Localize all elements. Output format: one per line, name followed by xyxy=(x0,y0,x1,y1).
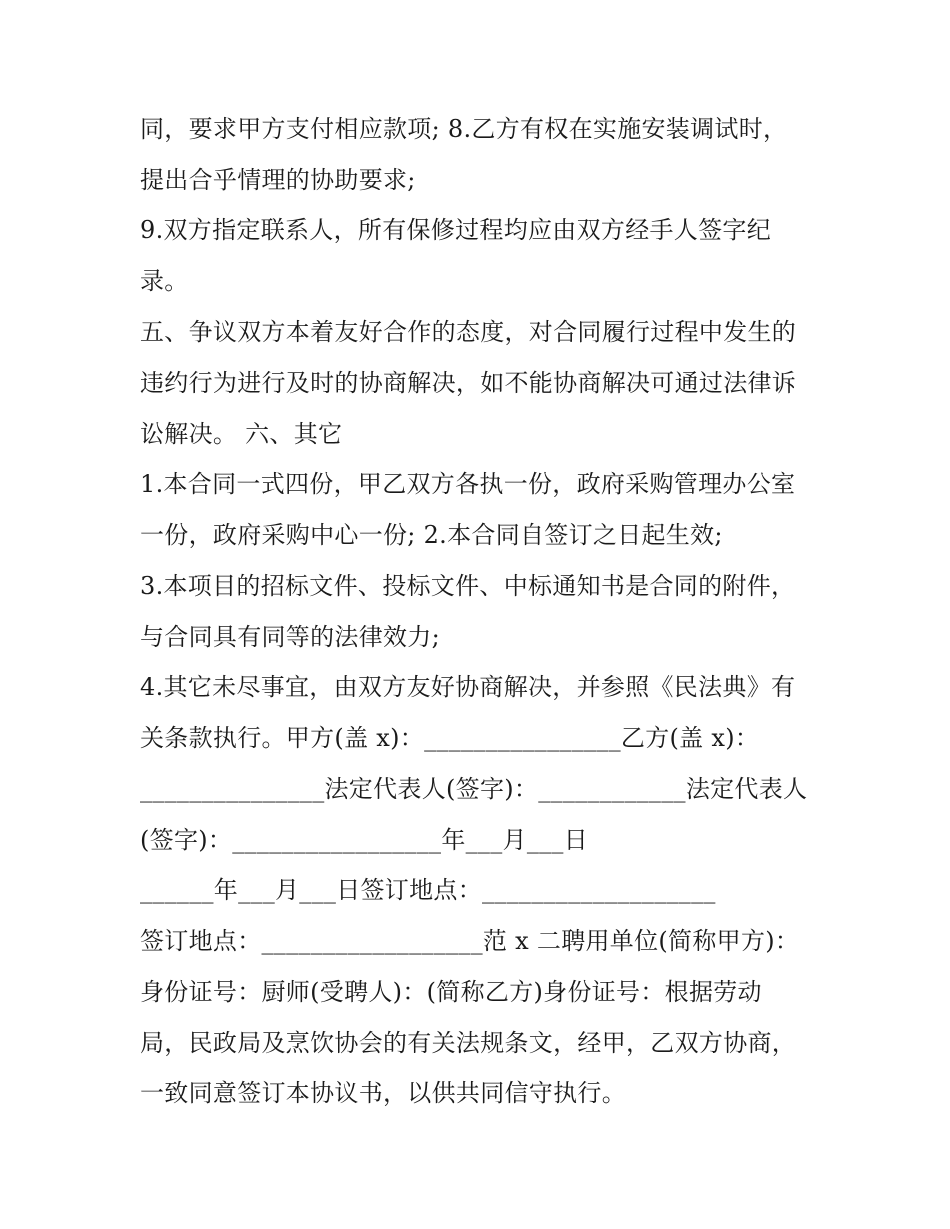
text-line: 讼解决。 六、其它 xyxy=(140,420,343,448)
text-line: 违约行为进行及时的协商解决，如不能协商解决可通过法律诉 xyxy=(140,369,797,397)
text-line: 4.其它未尽事宜，由双方友好协商解决，并参照《民法典》有 xyxy=(140,673,796,701)
text-line: 一份，政府采购中心一份; 2.本合同自签订之日起生效; xyxy=(140,521,723,549)
text-line: 与合同具有同等的法律效力; xyxy=(140,623,440,651)
text-line: 3.本项目的招标文件、投标文件、中标通知书是合同的附件， xyxy=(140,572,796,600)
text-line: (签字)：_________________年___月___日 xyxy=(140,826,589,854)
text-line: 1.本合同一式四份，甲乙双方各执一份，政府采购管理办公室 xyxy=(140,470,796,498)
text-line: 提出合乎情理的协助要求; xyxy=(140,166,416,194)
text-line: 五、争议双方本着友好合作的态度，对合同履行过程中发生的 xyxy=(140,318,797,346)
text-line: 一致同意签订本协议书，以供共同信守执行。 xyxy=(140,1079,626,1107)
text-line: 身份证号：厨师(受聘人)：(简称乙方)身份证号：根据劳动 xyxy=(140,978,762,1006)
text-line: 同，要求甲方支付相应款项; 8.乙方有权在实施安装调试时， xyxy=(140,115,788,143)
text-line: 签订地点：__________________范 x 二聘用单位(简称甲方)： xyxy=(140,927,800,955)
text-line: 9.双方指定联系人，所有保修过程均应由双方经手人签字纪 xyxy=(140,216,771,244)
text-line: 录。 xyxy=(140,267,189,295)
text-line: ______年___月___日签订地点：___________________ xyxy=(140,876,716,904)
text-line: _______________法定代表人(签字)：____________法定代表人 xyxy=(140,775,808,803)
text-line: 局，民政局及烹饮协会的有关法规条文，经甲，乙双方协商， xyxy=(140,1029,797,1057)
text-line: 关条款执行。甲方(盖 x)：________________乙方(盖 x)： xyxy=(140,724,760,752)
